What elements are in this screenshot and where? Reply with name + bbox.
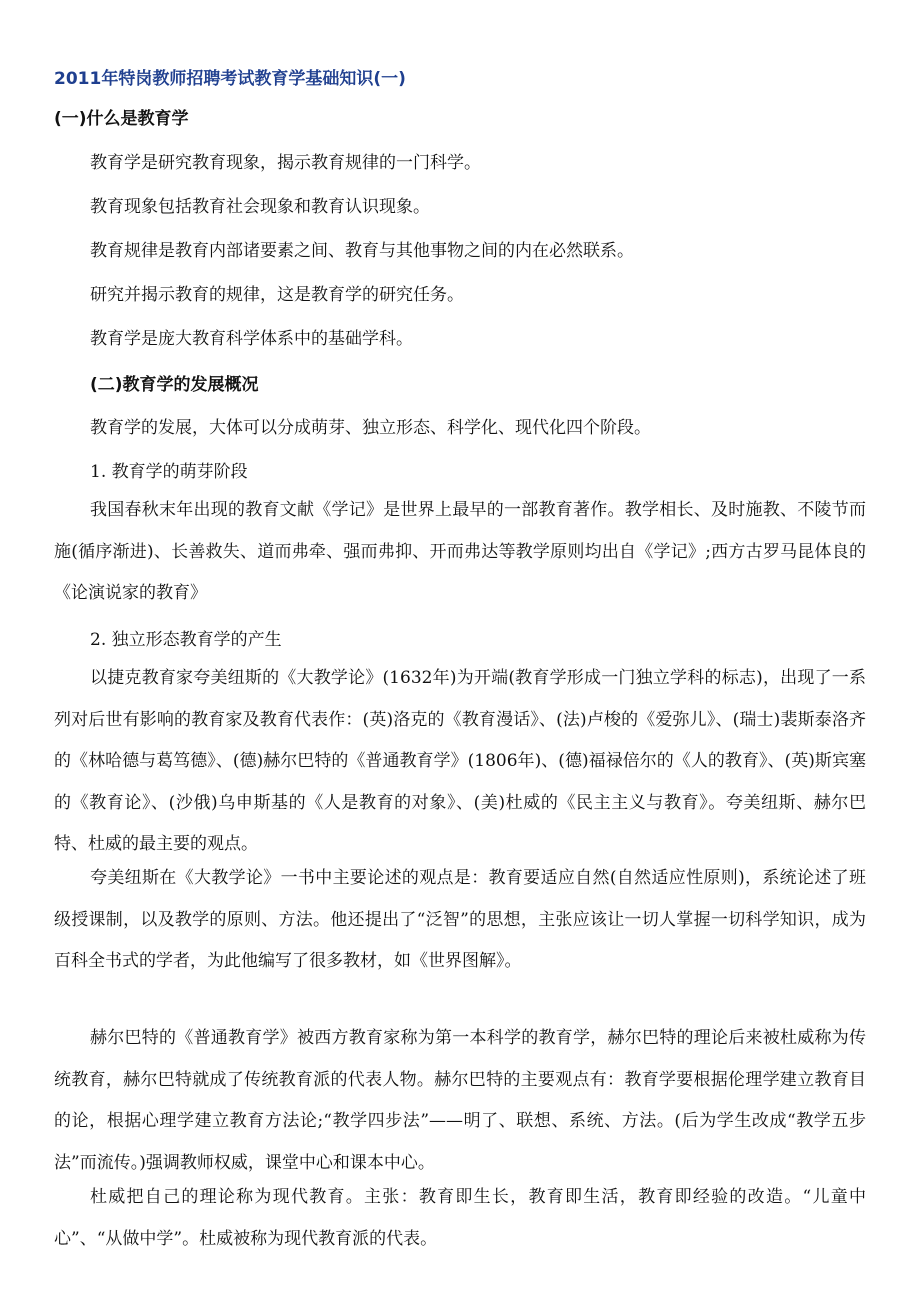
subsection1-title: 1. 教育学的萌芽阶段 [90, 462, 248, 482]
section1-line: 教育规律是教育内部诸要素之间、教育与其他事物之间的内在必然联系。 [90, 241, 634, 261]
section1-line: 教育学是庞大教育科学体系中的基础学科。 [90, 329, 413, 349]
dewey-paragraph: 杜威把自己的理论称为现代教育。主张：教育即生长，教育即生活，教育即经验的改造。“儿童中心”、“从做中学”。杜威被称为现代教育派的代表。 [54, 1187, 866, 1249]
section2-heading: (二)教育学的发展概况 [90, 375, 259, 395]
section1-heading: (一)什么是教育学 [54, 109, 189, 129]
section1-line: 教育现象包括教育社会现象和教育认识现象。 [90, 197, 430, 217]
comenius-paragraph: 夸美纽斯在《大教学论》一书中主要论述的观点是：教育要适应自然(自然适应性原则)，系统论述了班级授课制，以及教学的原则、方法。他还提出了“泛智”的思想，主张应该让一切人掌握一切科学知识，成为百科全书式的学者，为此他编写了很多教材，如《世界图解》。 [54, 868, 866, 971]
subsection2-paragraph: 以捷克教育家夸美纽斯的《大教学论》(1632年)为开端(教育学形成一门独立学科的标志)，出现了一系列对后世有影响的教育家及教育代表作：(英)洛克的《教育漫话》、(法)卢梭的《爱弥儿》、(瑞士)裴斯泰洛齐的《林哈德与葛笃德》、(德)赫尔巴特的《普通教育学》(1806年)、(德)福禄倍尔的《人的教育》、(英)斯宾塞的《教育论》、(沙俄)乌申斯基的《人是教育的对象》、(美)杜威的《民主主义与教育》。夸美纽斯、赫尔巴特、杜威的最主要的观点。 [54, 668, 866, 854]
subsection1-paragraph: 我国春秋末年出现的教育文献《学记》是世界上最早的一部教育著作。教学相长、及时施教、不陵节而施(循序渐进)、长善救失、道而弗牵、强而弗抑、开而弗达等教学原则均出自《学记》;西方古罗马昆体良的《论演说家的教育》 [54, 500, 866, 603]
document-title: 2011年特岗教师招聘考试教育学基础知识(一) [54, 69, 406, 89]
section1-line: 教育学是研究教育现象，揭示教育规律的一门科学。 [90, 153, 481, 173]
subsection2-title: 2. 独立形态教育学的产生 [90, 630, 282, 650]
section1-line: 研究并揭示教育的规律，这是教育学的研究任务。 [90, 285, 464, 305]
section2-intro: 教育学的发展，大体可以分成萌芽、独立形态、科学化、现代化四个阶段。 [90, 418, 651, 438]
herbart-paragraph: 赫尔巴特的《普通教育学》被西方教育家称为第一本科学的教育学，赫尔巴特的理论后来被杜威称为传统教育，赫尔巴特就成了传统教育派的代表人物。赫尔巴特的主要观点有：教育学要根据伦理学建立教育目的论，根据心理学建立教育方法论;“教学四步法”——明了、联想、系统、方法。(后为学生改成“教学五步法”而流传。)强调教师权威，课堂中心和课本中心。 [54, 1028, 866, 1173]
